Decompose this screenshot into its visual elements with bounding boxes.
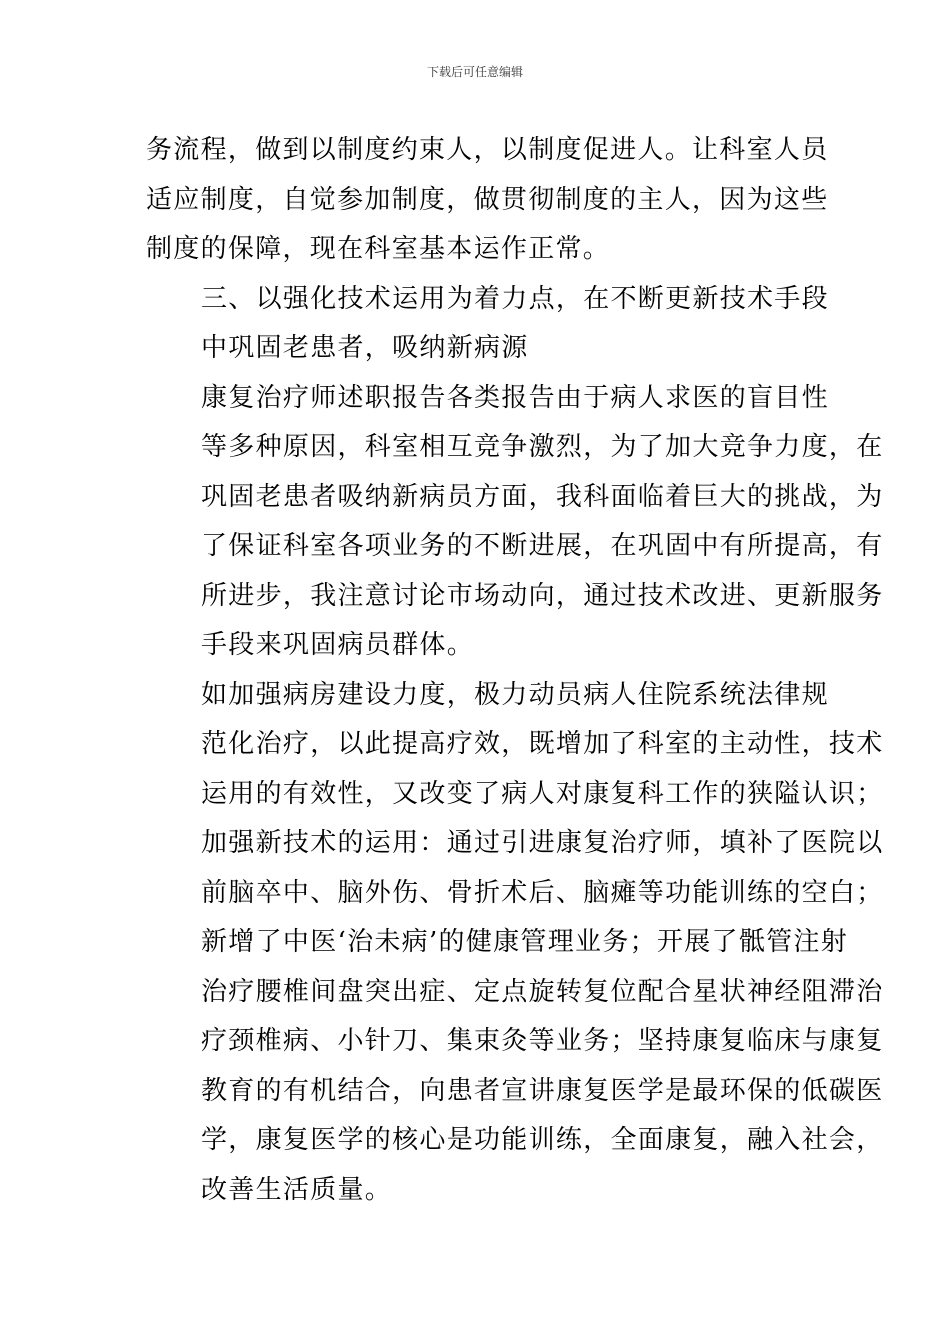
text-line: 了保证科室各项业务的不断进展，在巩固中有所提高，有: [201, 531, 884, 561]
paragraph-2: [146, 374, 884, 671]
text-line: 中巩固老患者，吸纳新病源: [201, 333, 529, 363]
text-line: 运用的有效性，又改变了病人对康复科工作的狭隘认识；: [201, 778, 884, 809]
text-line: 教育的有机结合，向患者宣讲康复医学是最环保的低碳医: [201, 1075, 884, 1106]
text-line: 加强新技术的运用：通过引进康复治疗师，填补了医院以: [201, 828, 884, 858]
text-line: 如加强病房建设力度，极力动员病人住院系统法律规: [201, 679, 829, 710]
text-line: 等多种原因，科室相互竞争激烈，为了加大竞争力度，在: [201, 432, 884, 462]
text-line: 学，康复医学的核心是功能训练，全面康复，融入社会，: [201, 1125, 884, 1155]
body-text: [146, 126, 884, 1215]
text-line: 范化治疗，以此提高疗效，既增加了科室的主动性，技术: [201, 729, 884, 759]
text-line: 三、以强化技术运用为着力点，在不断更新技术手段: [201, 283, 829, 314]
text-line: 手段来巩固病员群体。: [201, 630, 475, 660]
text-line: 所进步，我注意讨论市场动向，通过技术改进、更新服务: [201, 580, 884, 611]
text-line: 务流程，做到以制度约束人，以制度促进人。让科室人员: [146, 135, 829, 165]
text-line: 新增了中医‘治未病’的健康管理业务；开展了骶管注射: [201, 927, 849, 957]
text-line: 康复治疗师述职报告各类报告由于病人求医的盲目性: [201, 382, 829, 413]
paragraph-1: [146, 126, 829, 275]
paragraph-3: [146, 671, 884, 1216]
text-line: 前脑卒中、脑外伤、骨折术后、脑瘫等功能训练的空白；: [201, 877, 884, 908]
text-line: 巩固老患者吸纳新病员方面，我科面临着巨大的挑战，为: [201, 481, 884, 512]
section-heading-3: [146, 275, 829, 374]
header-note: 下载后可任意编辑: [426, 65, 523, 79]
text-line: 改善生活质量。: [201, 1174, 393, 1205]
text-line: 疗颈椎病、小针刀、集束灸等业务；坚持康复临床与康复: [201, 1026, 884, 1056]
text-line: 适应制度，自觉参加制度，做贯彻制度的主人，因为这些: [146, 184, 829, 215]
text-line: 制度的保障，现在科室基本运作正常。: [146, 234, 611, 264]
text-line: 治疗腰椎间盘突出症、定点旋转复位配合星状神经阻滞治: [201, 976, 884, 1007]
